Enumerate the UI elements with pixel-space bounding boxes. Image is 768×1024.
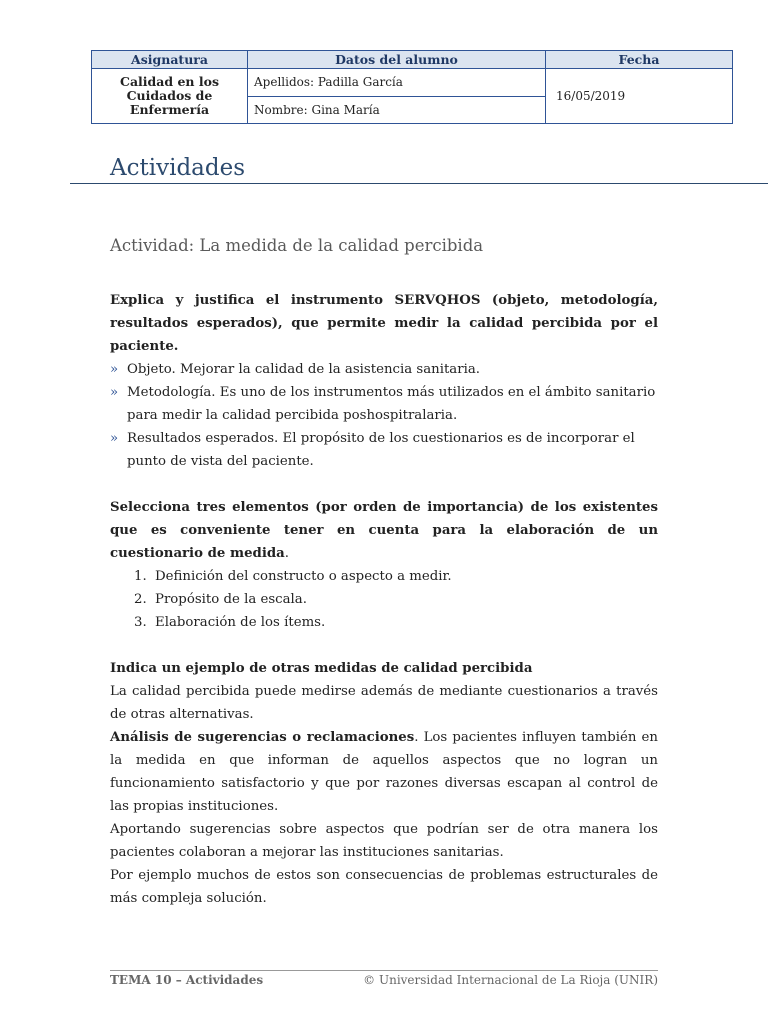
list-text: Definición del constructo o aspecto a medir. [155, 569, 452, 584]
paragraph: La calidad percibida puede medirse además de mediante cuestionarios a través de otras alternativas. [110, 684, 658, 722]
question-2-list [110, 565, 658, 634]
activity-subtitle: Actividad: La medida de la calidad percibida [110, 236, 484, 255]
question-1-list [110, 358, 658, 473]
question-1: Explica y justifica el instrumento SERVQHOS (objeto, metodología, resultados esperados), que permite medir la calidad percibida por el paciente. [110, 293, 658, 354]
paragraph-heading: Análisis de sugerencias o reclamaciones [110, 730, 415, 745]
list-text: Propósito de la escala. [155, 592, 307, 607]
question-2 [110, 496, 658, 565]
footer-copyright: © Universidad Internacional de La Rioja (UNIR) [363, 973, 658, 987]
student-name: Nombre: Gina María [248, 96, 546, 124]
list-text: Elaboración de los ítems. [155, 615, 326, 630]
list-item: » Metodología. Es uno de los instrumentos más utilizados en el ámbito sanitario para medir la calidad percibida poshospitralaria. [110, 381, 658, 427]
document-body [110, 289, 658, 910]
question-2-text: Selecciona tres elementos (por orden de importancia) de los existentes que es conveniente tener en cuenta para la elaboración de un cuestionario de medida [110, 500, 658, 561]
header-col-subject: Asignatura [92, 51, 248, 69]
paragraph: Aportando sugerencias sobre aspectos que podrían ser de otra manera los pacientes colaboran a mejorar las instituciones sanitarias. [110, 822, 658, 860]
title-divider [70, 183, 768, 184]
list-item: » Resultados esperados. El propósito de los cuestionarios es de incorporar el punto de vista del paciente. [110, 427, 658, 473]
list-item [110, 588, 658, 611]
page-title: Actividades [110, 155, 246, 181]
question-3: Indica un ejemplo de otras medidas de calidad percibida [110, 661, 533, 676]
header-col-date: Fecha [546, 51, 733, 69]
list-number: 2. [134, 592, 147, 607]
paragraph-text: . Los pacientes influyen también en la medida en que informan de aquellos aspectos que no logran un funcionamiento satisfactorio y que por razones diversas escapan al control de las propias instituciones. [110, 730, 658, 814]
paragraph [110, 726, 658, 818]
subject-name: Calidad en los Cuidados de Enfermería [92, 69, 248, 124]
footer-topic: TEMA 10 – Actividades [110, 973, 264, 987]
list-number: 1. [134, 569, 147, 584]
question-2-end: . [284, 546, 290, 561]
list-item [110, 611, 658, 634]
paragraph: Por ejemplo muchos de estos son consecuencias de problemas estructurales de más compleja solución. [110, 868, 658, 906]
header-table [91, 50, 733, 124]
list-item [110, 565, 658, 588]
student-surname: Apellidos: Padilla García [248, 69, 546, 97]
list-item: » Objeto. Mejorar la calidad de la asistencia sanitaria. [110, 358, 658, 381]
header-col-student: Datos del alumno [248, 51, 546, 69]
footer-divider [110, 970, 658, 971]
submission-date: 16/05/2019 [546, 69, 733, 124]
list-number: 3. [134, 615, 147, 630]
